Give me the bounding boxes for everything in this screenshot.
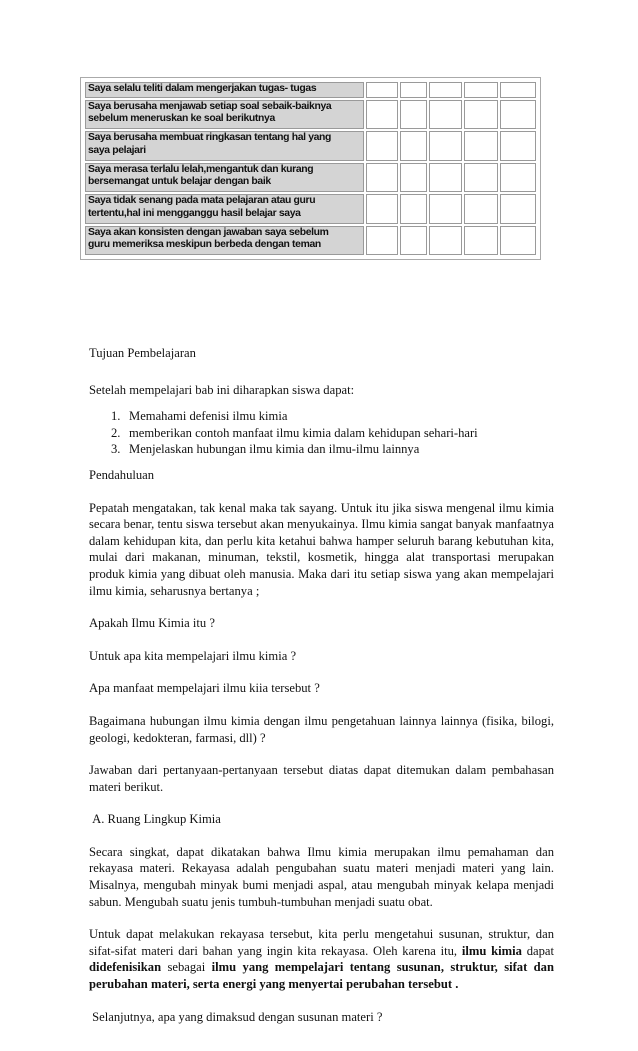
table-row	[85, 82, 536, 98]
question-3: Apa manfaat mempelajari ilmu kiia tersebut ?	[89, 681, 320, 696]
answer-cell[interactable]	[429, 163, 462, 192]
objectives-list	[89, 408, 554, 458]
objectives-intro: Setelah mempelajari bab ini diharapkan siswa dapat:	[89, 382, 355, 397]
statement-cell	[85, 194, 364, 223]
answer-cell[interactable]	[429, 226, 462, 255]
table-row	[85, 163, 536, 192]
answer-cell[interactable]	[464, 226, 498, 255]
question-2: Untuk apa kita mempelajari ilmu kimia ?	[89, 648, 297, 663]
answer-cell[interactable]	[464, 163, 498, 192]
document-body	[89, 345, 554, 1025]
table-row	[85, 100, 536, 129]
section-a-paragraph-1: Secara singkat, dapat dikatakan bahwa Ilmu kimia merupakan ilmu pemahaman dan rekayasa materi. Rekayasa adalah pengubahan suatu materi menjadi materi yang lain. Misalnya, mengubah minyak bumi menjadi aspal, atau mengubah minyak kelapa menjadi sabun. Mengubah suatu jenis tumbuh-tumbuhan menjadi suatu obat.	[89, 844, 554, 909]
statement-line: sebelum meneruskan ke soal berikutnya	[88, 113, 275, 125]
section-a-paragraph-3: Selanjutnya, apa yang dimaksud dengan susunan materi ?	[92, 1009, 383, 1024]
objectives-title: Tujuan Pembelajaran	[89, 346, 196, 360]
answer-cell[interactable]	[400, 131, 428, 160]
table-row	[85, 226, 536, 255]
answer-cell[interactable]	[500, 194, 536, 223]
list-item: 2. memberikan contoh manfaat ilmu kimia dalam kehidupan sehari-hari	[111, 425, 478, 440]
questionnaire-table	[80, 77, 541, 260]
answer-cell[interactable]	[400, 82, 428, 98]
answer-cell[interactable]	[366, 131, 398, 160]
list-item: 3. Menjelaskan hubungan ilmu kimia dan ilmu-ilmu lainnya	[111, 442, 420, 457]
answer-cell[interactable]	[366, 226, 398, 255]
list-item: 1. Memahami defenisi ilmu kimia	[111, 409, 288, 424]
statement-line: Saya berusaha menjawab setiap soal sebaik-baiknya	[88, 100, 332, 112]
statement-line: Saya akan konsisten dengan jawaban saya sebelum	[88, 226, 329, 238]
answer-cell[interactable]	[464, 194, 498, 223]
statement-line: Saya tidak senang pada mata pelajaran atau guru	[88, 195, 316, 207]
answer-cell[interactable]	[366, 163, 398, 192]
answer-cell[interactable]	[400, 100, 428, 129]
answer-cell[interactable]	[429, 131, 462, 160]
statement-cell	[85, 82, 364, 98]
statement-cell	[85, 131, 364, 160]
answer-cell[interactable]	[500, 226, 536, 255]
answer-cell[interactable]	[400, 194, 428, 223]
answer-cell[interactable]	[464, 82, 498, 98]
answer-paragraph: Jawaban dari pertanyaan-pertanyaan tersebut diatas dapat ditemukan dalam pembahasan materi berikut.	[89, 763, 554, 794]
answer-cell[interactable]	[429, 82, 462, 98]
answer-cell[interactable]	[400, 226, 428, 255]
section-a-title: A. Ruang Lingkup Kimia	[92, 812, 221, 827]
statement-cell	[85, 163, 364, 192]
statement-line: guru memeriksa meskipun berbeda dengan teman	[88, 239, 321, 251]
statement-line: tertentu,hal ini mengganggu hasil belajar saya	[88, 207, 301, 219]
statement-line: saya pelajari	[88, 144, 146, 156]
answer-cell[interactable]	[500, 131, 536, 160]
answer-cell[interactable]	[366, 194, 398, 223]
answer-cell[interactable]	[464, 100, 498, 129]
answer-cell[interactable]	[500, 163, 536, 192]
answer-cell[interactable]	[500, 82, 536, 98]
question-4: Bagaimana hubungan ilmu kimia dengan ilmu pengetahuan lainnya lainnya (fisika, bilogi, geologi, kedokteran, farmasi, dll) ?	[89, 713, 554, 745]
answer-cell[interactable]	[400, 163, 428, 192]
intro-paragraph: Pepatah mengatakan, tak kenal maka tak sayang. Untuk itu jika siswa mengenal ilmu kimia secara benar, tentu siswa tersebut akan menyukainya. Ilmu kimia sangat banyak manfaatnya dalam kehidupan kita, dan perlu kita ketahui bahwa hamper seluruh barang kebutuhan kita, mulai dari makanan, minuman, tekstil, kosmetik, hingga alat transportasi merupakan produk kimia yang dibuat oleh manusia. Maka dari itu setiap siswa yang akan mempelajari ilmu kimia, seharusnya bertanya ;	[89, 500, 554, 598]
statement-line: Saya selalu teliti dalam mengerjakan tugas- tugas	[88, 83, 317, 94]
statement-cell	[85, 100, 364, 129]
table-row	[85, 131, 536, 160]
answer-cell[interactable]	[366, 100, 398, 129]
answer-cell[interactable]	[464, 131, 498, 160]
answer-cell[interactable]	[500, 100, 536, 129]
statement-line: Saya berusaha membuat ringkasan tentang hal yang	[88, 132, 332, 144]
table-row	[85, 194, 536, 223]
answer-cell[interactable]	[366, 82, 398, 98]
question-1: Apakah Ilmu Kimia itu ?	[89, 616, 215, 631]
section-a-paragraph-2: Untuk dapat melakukan rekayasa tersebut, kita perlu mengetahui susunan, struktur, dan sifat-sifat materi dari bahan yang ingin kita rekayasa. Oleh karena itu, ilmu kimia dapat didefenisikan sebagai ilmu yang mempelajari tentang susunan, struktur, sifat dan perubahan materi, serta energi yang menyertai perubahan tersebut .	[89, 927, 554, 992]
statement-line: Saya merasa terlalu lelah,mengantuk dan kurang	[88, 163, 314, 175]
answer-cell[interactable]	[429, 194, 462, 223]
statement-cell	[85, 226, 364, 255]
intro-title: Pendahuluan	[89, 467, 155, 482]
answer-cell[interactable]	[429, 100, 462, 129]
statement-line: bersemangat untuk belajar dengan baik	[88, 176, 271, 188]
